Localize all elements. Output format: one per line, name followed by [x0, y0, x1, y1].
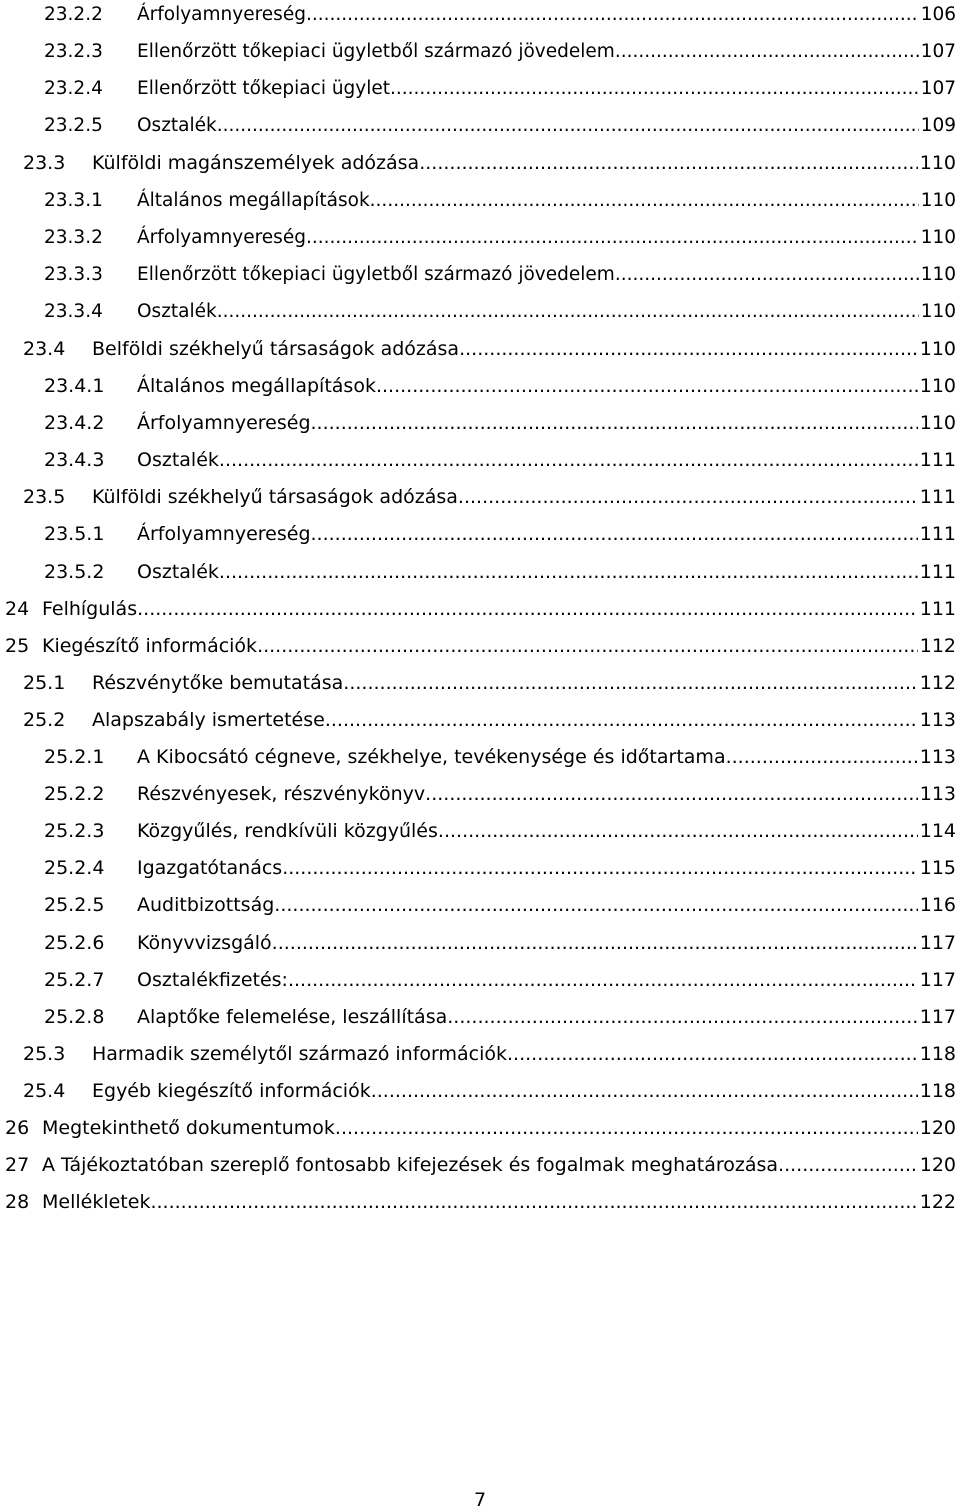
toc-entry[interactable] [0, 1076, 960, 1106]
toc-dot-leader [335, 1113, 918, 1143]
toc-entry[interactable] [0, 631, 960, 661]
toc-entry[interactable] [0, 519, 960, 549]
toc-entry-title: Felhígulás [42, 597, 138, 620]
toc-entry-page: 111 [919, 523, 956, 546]
toc-entry-page: 117 [919, 968, 956, 991]
toc-entry-title: A Tájékoztatóban szereplő fontosabb kifejezések és fogalmak meghatározása [42, 1154, 779, 1177]
toc-entry[interactable] [0, 779, 960, 809]
toc-dot-leader [615, 260, 919, 290]
toc-entry-number: 25.2 [23, 708, 66, 731]
toc-entry-title: Auditbizottság [137, 894, 275, 917]
toc-entry-page: 114 [919, 820, 956, 843]
toc-entry[interactable] [0, 371, 960, 401]
toc-entry[interactable] [0, 1039, 960, 1069]
toc-dot-leader [371, 1076, 918, 1106]
toc-entry[interactable] [0, 705, 960, 735]
toc-entry[interactable] [0, 1002, 960, 1032]
toc-entry-page: 110 [920, 189, 956, 211]
toc-entry-page: 118 [919, 1042, 956, 1065]
toc-entry-title: Mellékletek [42, 1191, 151, 1214]
toc-entry-title: Osztalék [137, 449, 219, 472]
toc-dot-leader [288, 965, 918, 995]
toc-entry-number: 28 [5, 1191, 30, 1214]
toc-entry-number: 23.2.5 [44, 115, 103, 137]
toc-entry-title: Árfolyamnyereség [137, 523, 311, 546]
toc-entry-title: Osztalék [137, 300, 217, 322]
toc-entry-number: 25.2.8 [44, 1005, 105, 1028]
toc-entry-number: 23.4.3 [44, 449, 105, 472]
toc-entry[interactable] [0, 148, 960, 178]
toc-entry-page: 113 [919, 783, 956, 806]
toc-entry-number: 25.2.2 [44, 783, 105, 806]
toc-entry[interactable] [0, 742, 960, 772]
toc-entry[interactable] [0, 37, 960, 67]
toc-dot-leader [311, 408, 918, 438]
toc-dot-leader [219, 557, 918, 587]
toc-entry-title: Osztalék [137, 560, 219, 583]
toc-entry-page: 111 [919, 560, 956, 583]
toc-dot-leader [217, 111, 919, 141]
toc-entry-page: 115 [919, 857, 956, 880]
toc-entry-title: Harmadik személytől származó információk [92, 1042, 508, 1065]
toc-entry-number: 25.3 [23, 1042, 66, 1065]
toc-entry[interactable] [0, 186, 960, 216]
toc-entry-number: 26 [5, 1117, 30, 1139]
toc-dot-leader [507, 1039, 918, 1069]
toc-entry-number: 23.5.2 [44, 560, 105, 583]
toc-entry-number: 25.2.1 [44, 746, 105, 768]
toc-entry-title: Alaptőke felemelése, leszállítása [137, 1005, 448, 1028]
toc-entry-page: 110 [919, 337, 956, 360]
toc-entry-page: 110 [920, 226, 956, 248]
toc-entry-title: Általános megállapítások [137, 375, 376, 397]
toc-entry-page: 110 [920, 300, 956, 322]
toc-entry[interactable] [0, 1187, 960, 1217]
toc-entry-number: 23.3.4 [44, 300, 103, 322]
toc-entry-page: 111 [919, 597, 956, 620]
toc-entry-page: 116 [919, 894, 956, 917]
toc-entry-title: Közgyűlés, rendkívüli közgyűlés [137, 820, 438, 843]
toc-entry-title: Belföldi székhelyű társaságok adózása [92, 337, 460, 360]
toc-entry-page: 106 [920, 4, 956, 25]
toc-entry-title: Osztalékfizetés: [137, 968, 288, 991]
toc-entry-number: 25.2.6 [44, 931, 105, 954]
toc-entry-title: Ellenőrzött tőkepiaci ügyletből származó jövedelem [137, 263, 615, 285]
toc-entry[interactable] [0, 334, 960, 364]
toc-entry-number: 23.4.1 [44, 375, 105, 397]
toc-entry-page: 111 [919, 449, 956, 472]
toc-dot-leader [778, 1150, 918, 1180]
toc-dot-leader [306, 223, 919, 253]
toc-entry-number: 25.2.4 [44, 857, 105, 880]
toc-dot-leader [370, 186, 919, 216]
toc-entry-number: 27 [5, 1154, 30, 1177]
toc-dot-leader [343, 668, 917, 698]
toc-dot-leader [458, 482, 918, 512]
toc-dot-leader [615, 37, 919, 67]
toc-entry[interactable] [0, 260, 960, 290]
toc-entry[interactable] [0, 223, 960, 253]
toc-entry-title: Igazgatótanács [137, 857, 283, 880]
toc-entry-number: 25.2.5 [44, 894, 105, 917]
toc-dot-leader [137, 594, 918, 624]
toc-entry-page: 112 [919, 634, 956, 657]
toc-dot-leader [219, 445, 918, 475]
toc-entry-title: Általános megállapítások [137, 189, 370, 211]
toc-entry[interactable] [0, 1150, 960, 1180]
toc-dot-leader [282, 853, 918, 883]
toc-dot-leader [217, 297, 919, 327]
toc-entry-number: 23.3.2 [44, 226, 103, 248]
toc-entry-title: Ellenőrzött tőkepiaci ügyletből származó jövedelem [137, 41, 615, 63]
toc-dot-leader [459, 334, 918, 364]
toc-entry-page: 107 [920, 41, 956, 63]
toc-dot-leader [150, 1187, 917, 1217]
toc-entry-page: 111 [919, 486, 956, 509]
toc-entry-number: 23.2.4 [44, 78, 103, 100]
toc-entry[interactable] [0, 0, 960, 30]
toc-entry-title: Könyvvizsgáló [137, 931, 272, 954]
toc-dot-leader [272, 928, 918, 958]
toc-entry[interactable] [0, 928, 960, 958]
toc-entry[interactable] [0, 816, 960, 846]
toc-dot-leader [726, 742, 918, 772]
toc-entry[interactable] [0, 557, 960, 587]
toc-entry[interactable] [0, 111, 960, 141]
toc-entry-number: 23.4 [23, 337, 66, 360]
toc-entry-page: 110 [919, 375, 956, 397]
toc-entry-number: 23.5 [23, 486, 66, 509]
toc-entry-title: Osztalék [137, 115, 217, 137]
toc-entry[interactable] [0, 853, 960, 883]
toc-dot-leader [419, 148, 918, 178]
toc-entry[interactable] [0, 297, 960, 327]
toc-entry-number: 25.4 [23, 1079, 66, 1102]
toc-entry-number: 25.2.7 [44, 968, 105, 991]
toc-entry-title: Árfolyamnyereség [137, 412, 311, 435]
toc-entry[interactable] [0, 445, 960, 475]
toc-entry[interactable] [0, 668, 960, 698]
toc-dot-leader [425, 779, 918, 809]
toc-entry-title: Külföldi magánszemélyek adózása [92, 152, 420, 175]
toc-entry-page: 118 [919, 1079, 956, 1102]
toc-entry-page: 109 [920, 115, 956, 137]
toc-dot-leader [306, 0, 919, 30]
toc-entry-title: Ellenőrzött tőkepiaci ügylet [137, 78, 391, 100]
toc-entry-number: 25 [5, 634, 30, 657]
toc-entry-page: 117 [919, 931, 956, 954]
toc-dot-leader [274, 890, 917, 920]
toc-entry-number: 23.5.1 [44, 523, 105, 546]
toc-dot-leader [390, 74, 919, 104]
toc-entry-number: 23.3.3 [44, 263, 103, 285]
toc-dot-leader [438, 816, 918, 846]
toc-entry-number: 23.2.3 [44, 41, 103, 63]
toc-dot-leader [325, 705, 918, 735]
toc-entry-title: Árfolyamnyereség [137, 226, 306, 248]
toc-entry-title: Alapszabály ismertetése [92, 708, 325, 731]
toc-entry-title: Részvényesek, részvénykönyv [137, 783, 426, 806]
toc-entry-number: 23.4.2 [44, 412, 105, 435]
toc-entry-page: 107 [920, 78, 956, 100]
toc-dot-leader [311, 519, 918, 549]
toc-entry[interactable] [0, 594, 960, 624]
toc-entry[interactable] [0, 482, 960, 512]
toc-entry[interactable] [0, 1113, 960, 1143]
toc-entry-page: 110 [919, 412, 956, 435]
toc-entry-number: 24 [5, 597, 30, 620]
page-number: 7 [473, 1489, 487, 1511]
toc-dot-leader [257, 631, 918, 661]
toc-entry-title: Egyéb kiegészítő információk [92, 1079, 371, 1102]
toc-entry-title: Árfolyamnyereség [137, 4, 306, 25]
toc-entry-page: 122 [919, 1191, 956, 1214]
toc-entry-number: 23.2.2 [44, 4, 103, 25]
toc-entry-number: 25.1 [23, 671, 66, 694]
toc-entry-page: 113 [919, 746, 956, 768]
toc-entry-number: 23.3.1 [44, 189, 103, 211]
toc-entry[interactable] [0, 74, 960, 104]
toc-dot-leader [447, 1002, 917, 1032]
toc-dot-leader [376, 371, 918, 401]
toc-entry-page: 117 [919, 1005, 956, 1028]
toc-entry-page: 113 [919, 708, 956, 731]
toc-entry-page: 110 [919, 152, 956, 175]
toc-entry-page: 110 [920, 263, 956, 285]
toc-entry[interactable] [0, 890, 960, 920]
toc-entry[interactable] [0, 408, 960, 438]
toc-entry-page: 120 [919, 1117, 956, 1139]
toc-entry-title: A Kibocsátó cégneve, székhelye, tevékenysége és időtartama [137, 746, 726, 768]
toc-entry-number: 23.3 [23, 152, 66, 175]
toc-entry-page: 112 [919, 671, 956, 694]
toc-entry-title: Megtekinthető dokumentumok [42, 1117, 335, 1139]
toc-entry[interactable] [0, 965, 960, 995]
toc-entry-number: 25.2.3 [44, 820, 105, 843]
toc-entry-page: 120 [919, 1154, 956, 1177]
toc-entry-title: Kiegészítő információk [42, 634, 258, 657]
toc-entry-title: Külföldi székhelyű társaságok adózása [92, 486, 458, 509]
toc-entry-title: Részvénytőke bemutatása [92, 671, 344, 694]
